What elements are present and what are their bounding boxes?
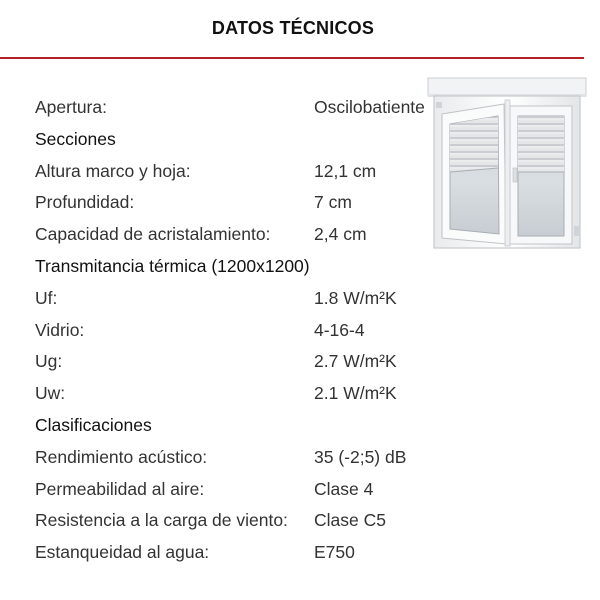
spec-row-ug <box>35 346 495 378</box>
spec-row-viento <box>35 505 495 537</box>
spec-label: Rendimiento acústico: <box>35 446 208 467</box>
section-heading-label: Transmitancia térmica (1200x1200) <box>35 255 310 276</box>
spec-value: Clase C5 <box>314 510 386 531</box>
spec-row-estanqueidad <box>35 537 495 569</box>
spec-value: 35 (-2;5) dB <box>314 446 407 467</box>
section-heading-label: Secciones <box>35 128 116 149</box>
spec-label: Resistencia a la carga de viento: <box>35 510 288 531</box>
spec-label: Uw: <box>35 383 66 404</box>
spec-value: Clase 4 <box>314 478 374 499</box>
spec-value: 12,1 cm <box>314 160 377 181</box>
window-product-image <box>426 76 590 252</box>
spec-label: Apertura: <box>35 97 107 117</box>
spec-row-permeabilidad <box>35 474 495 506</box>
spec-label: Permeabilidad al aire: <box>35 478 205 499</box>
spec-value: E750 <box>314 542 355 563</box>
spec-label: Uf: <box>35 287 58 308</box>
spec-label: Altura marco y hoja: <box>35 160 191 181</box>
spec-label: Ug: <box>35 351 63 372</box>
section-heading-transmitancia <box>35 251 495 283</box>
section-heading-label: Clasificaciones <box>35 414 152 435</box>
spec-row-acustico <box>35 442 495 474</box>
spec-value: 4-16-4 <box>314 319 365 340</box>
spec-label: Profundidad: <box>35 192 135 213</box>
spec-value: 2.7 W/m²K <box>314 351 397 372</box>
spec-label: Vidrio: <box>35 319 85 340</box>
spec-row-uw <box>35 378 495 410</box>
spec-value: 2.1 W/m²K <box>314 383 397 404</box>
spec-value: 2,4 cm <box>314 224 367 245</box>
spec-value: Oscilobatiente <box>314 97 425 117</box>
title-divider <box>0 57 584 59</box>
spec-row-uf <box>35 283 495 315</box>
spec-row-vidrio <box>35 315 495 347</box>
page-title: DATOS TÉCNICOS <box>211 18 375 38</box>
spec-label: Estanqueidad al agua: <box>35 542 210 563</box>
section-heading-clasificaciones <box>35 410 495 442</box>
spec-value: 7 cm <box>314 192 352 213</box>
spec-label: Capacidad de acristalamiento: <box>35 224 271 245</box>
spec-value: 1.8 W/m²K <box>314 287 397 308</box>
